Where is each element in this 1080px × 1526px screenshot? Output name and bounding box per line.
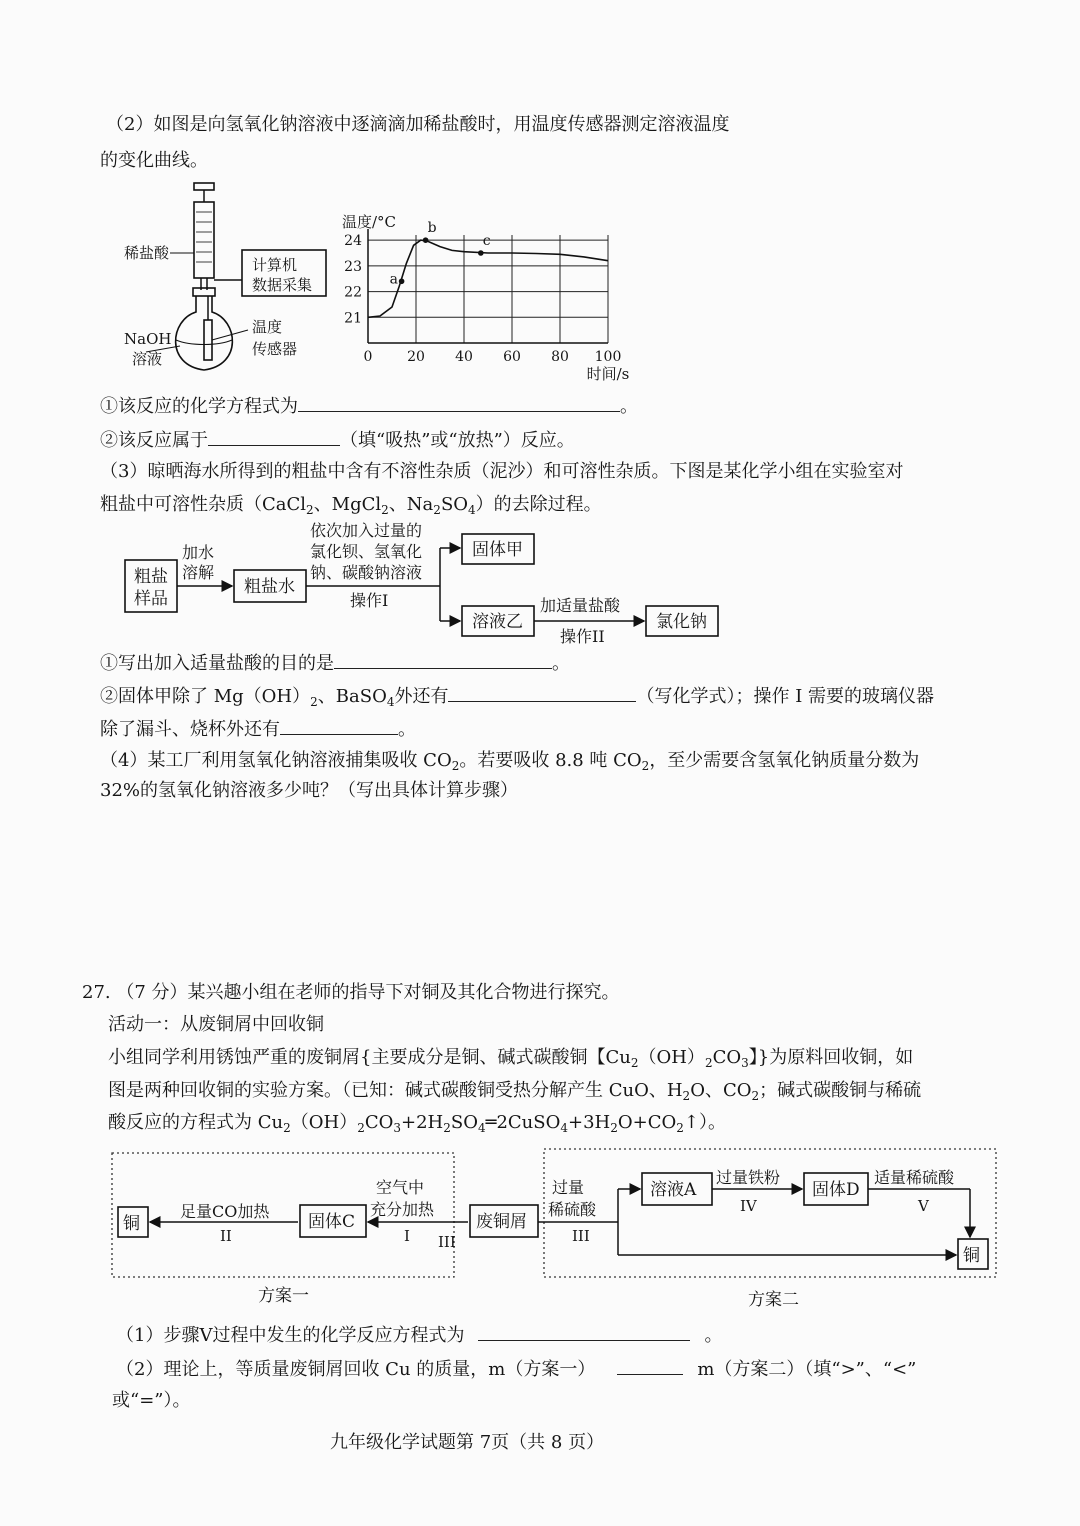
answer-blank-formula[interactable] (448, 683, 636, 702)
q2-item2: ②该反应属于 （填“吸热”或“放热”）反应。 (100, 427, 575, 453)
q4-line1: （4）某工厂利用氢氧化钠溶液捕集吸收 $CO_2$。若要吸收 8.8 吨 $CO_2$，至少需要含氢氧化钠质量分数为 (100, 750, 920, 773)
txt-step2: II (220, 1227, 232, 1245)
q27-activity: 活动一：从废铜屑中回收铜 (108, 1014, 324, 1035)
q3-item2-line2: 除了漏斗、烧杯外还有 。 (100, 716, 416, 742)
txt-solid-d: 固体D (812, 1180, 860, 1200)
x-tick-40: 40 (455, 349, 473, 365)
txt-op1: 操作I (350, 591, 389, 610)
x-axis-label: 时间/s (586, 365, 630, 383)
txt-step1-2: 溶解 (182, 563, 215, 582)
q27-p1: 小组同学利用锈蚀严重的废铜屑{主要成分是铜、碱式碳酸铜【$Cu_2(OH)_2CO_3$】}为原料回收铜，如 (108, 1047, 914, 1070)
point-label-a: a (389, 271, 398, 288)
txt-step3a: III (438, 1233, 456, 1251)
q3-line2: 粗盐中可溶性杂质（CaCl$_2$、MgCl$_2$、$Na_2SO_4$）的去除过程。 (100, 494, 602, 517)
q27-title: 27. （7 分）某兴趣小组在老师的指导下对铜及其化合物进行探究。 (82, 982, 620, 1003)
txt-nacl: 氯化钠 (656, 612, 707, 632)
txt-reagent-3: 钠、碳酸钠溶液 (310, 563, 423, 582)
txt-solid-c: 固体C (308, 1212, 356, 1232)
q3-line1: （3）晾晒海水所得到的粗盐中含有不溶性杂质（泥沙）和可溶性杂质。下图是某化学小组在实验室对 (100, 461, 904, 482)
q27-p2: 图是两种回收铜的实验方案。（已知：碱式碳酸铜受热分解产生 CuO、$H_2O$、$CO_2$；碱式碳酸铜与稀硫 (108, 1080, 922, 1103)
temperature-sensor (204, 320, 212, 360)
txt-reagent-2: 氯化钡、氢氧化 (310, 542, 423, 561)
point-a (399, 278, 405, 284)
q27-item2-line2: 或“=”）。 (112, 1390, 191, 1411)
x-tick-60: 60 (503, 349, 521, 365)
txt-step1: I (404, 1227, 410, 1245)
label-sensor-2: 传感器 (252, 340, 298, 358)
copper-flow-diagram (108, 1145, 1008, 1315)
series-line-temperature (368, 240, 608, 317)
answer-blank-purpose[interactable] (334, 650, 552, 669)
txt-reagent-1: 依次加入过量的 (310, 521, 423, 540)
point-label-b: b (427, 220, 437, 237)
txt-solution-a: 溶液A (650, 1180, 697, 1200)
txt-step5: V (918, 1197, 929, 1215)
txt-air-1: 空气中 (376, 1178, 425, 1197)
q2-item1: ①该反应的化学方程式为 。 (100, 393, 638, 419)
y-tick-23: 23 (344, 258, 362, 275)
point-c (478, 250, 484, 256)
label-hcl: 稀盐酸 (124, 244, 170, 262)
q27-item2: （2）理论上，等质量废铜屑回收 Cu 的质量，m（方案一） m（方案二）（填“>”、“<” (116, 1356, 916, 1382)
answer-blank-glassware[interactable] (280, 716, 398, 735)
q3-item2: ②固体甲除了 $Mg(OH)_2$、BaSO$_4$外还有 （写化学式）；操作 I 需要的玻璃仪器 (100, 683, 934, 710)
label-computer-1: 计算机 (252, 256, 298, 274)
txt-copper-1: 铜 (123, 1214, 140, 1234)
y-axis-label: 温度/°C (342, 213, 397, 231)
point-label-c: c (482, 233, 491, 249)
txt-sample-1: 粗盐 (134, 567, 168, 587)
syringe-barrel (194, 202, 214, 278)
stopper (193, 288, 215, 296)
txt-copper-2: 铜 (963, 1246, 980, 1266)
salt-flow-diagram (120, 518, 740, 648)
txt-step4: IV (740, 1197, 757, 1215)
txt-air-2: 充分加热 (370, 1200, 435, 1219)
syringe-plunger-cap (194, 183, 214, 190)
q2-intro-line1: （2）如图是向氢氧化钠溶液中逐滴滴加稀盐酸时，用温度传感器测定溶液温度 (106, 114, 730, 135)
label-sensor-1: 温度 (252, 318, 283, 336)
x-tick-0: 0 (363, 349, 373, 365)
q3-item1: ①写出加入适量盐酸的目的是 。 (100, 650, 570, 676)
txt-sample-2: 样品 (134, 589, 168, 609)
txt-acid-1: 过量 (552, 1178, 585, 1197)
txt-plan1: 方案一 (258, 1286, 309, 1306)
apparatus-figure (110, 180, 350, 375)
point-b (423, 237, 429, 243)
x-tick-20: 20 (407, 349, 425, 365)
txt-step3b: III (572, 1227, 590, 1245)
txt-crude-water: 粗盐水 (244, 577, 295, 597)
label-computer-2: 数据采集 (252, 276, 313, 294)
answer-blank-compare[interactable] (617, 1356, 683, 1375)
txt-op2: 操作II (560, 627, 605, 646)
txt-step1-1: 加水 (182, 543, 215, 562)
q2-intro-line2: 的变化曲线。 (100, 150, 208, 171)
txt-solution-b: 溶液乙 (472, 612, 523, 632)
txt-hcl-step: 加适量盐酸 (540, 596, 621, 615)
txt-solid-a: 固体甲 (472, 540, 523, 560)
txt-acid-2: 稀硫酸 (548, 1200, 597, 1219)
answer-blank-equation[interactable] (298, 393, 620, 412)
txt-iron: 过量铁粉 (716, 1168, 781, 1187)
temperature-chart (330, 205, 630, 385)
label-naoh-1: NaOH (124, 330, 172, 348)
answer-blank-heat[interactable] (208, 427, 340, 446)
y-tick-22: 22 (344, 284, 362, 301)
q27-p3: 酸反应的方程式为 $Cu_2(OH)_2CO_3+2H_2SO_4═2CuSO_4+3H_2O+CO_2↑$）。 (108, 1112, 726, 1135)
txt-dilute-acid: 适量稀硫酸 (874, 1168, 955, 1187)
page-footer: 九年级化学试题第 7页（共 8 页） (330, 1432, 605, 1453)
q27-item1: （1）步骤V过程中发生的化学反应方程式为 。 (116, 1322, 722, 1348)
x-tick-80: 80 (551, 349, 569, 365)
y-tick-24: 24 (344, 233, 362, 250)
y-tick-21: 21 (344, 310, 362, 327)
q4-line2: 32%的氢氧化钠溶液多少吨？（写出具体计算步骤） (100, 780, 519, 801)
txt-waste: 废铜屑 (476, 1212, 527, 1232)
answer-blank-step5[interactable] (478, 1322, 690, 1341)
txt-co-heat: 足量CO加热 (180, 1202, 270, 1221)
x-tick-100: 100 (594, 349, 622, 365)
txt-plan2: 方案二 (748, 1290, 799, 1310)
label-naoh-2: 溶液 (132, 350, 163, 368)
